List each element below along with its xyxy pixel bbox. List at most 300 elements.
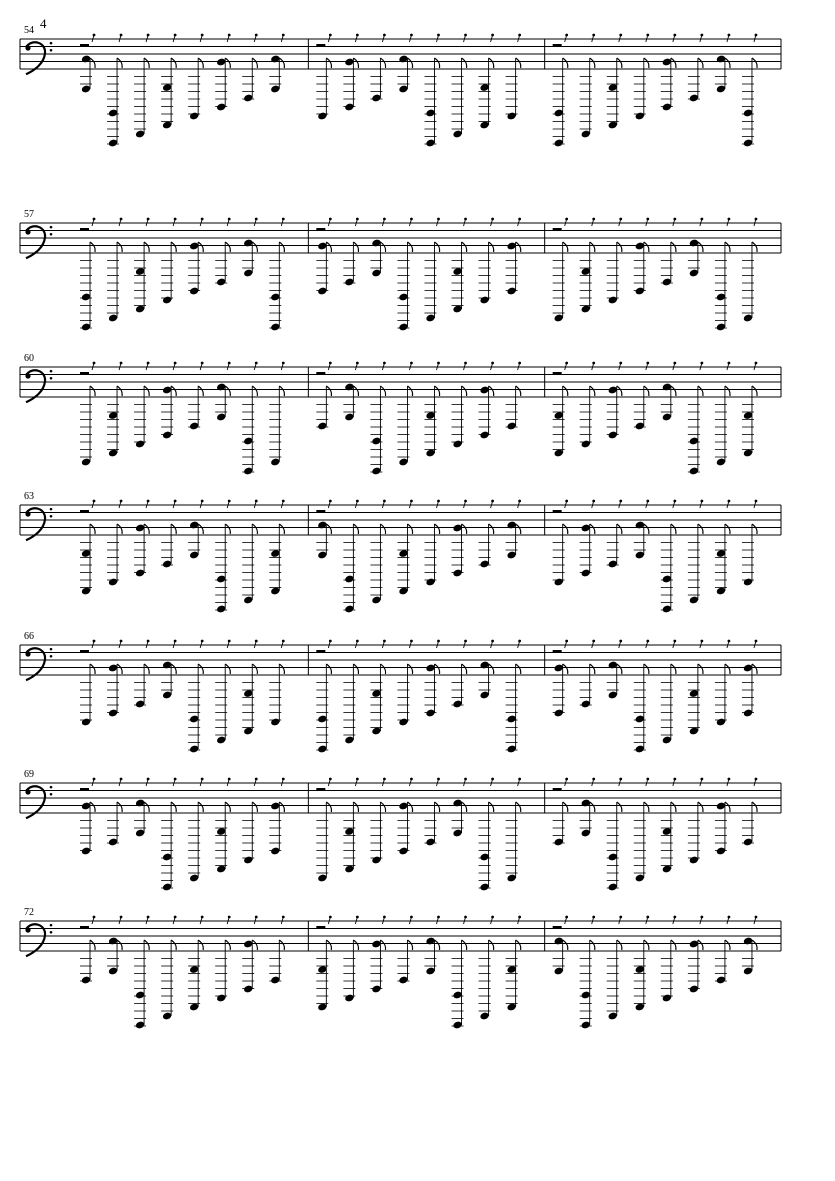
eighth-rest-stem — [700, 917, 702, 924]
eighth-rest-stem — [173, 363, 175, 370]
eighth-rest-stem — [355, 779, 357, 786]
rest-mark — [553, 228, 562, 231]
eighth-rest-stem — [281, 363, 283, 370]
eighth-rest-stem — [673, 917, 675, 924]
measure-number: 60 — [24, 353, 34, 364]
note-flag — [326, 386, 331, 396]
eighth-rest-stem — [518, 501, 520, 508]
eighth-rest-stem — [92, 219, 94, 226]
eighth-rest-stem — [592, 219, 594, 226]
eighth-rest-stem — [227, 501, 229, 508]
eighth-rest-stem — [200, 641, 202, 648]
eighth-rest-stem — [409, 219, 411, 226]
eighth-rest-stem — [200, 219, 202, 226]
eighth-rest-stem — [146, 917, 148, 924]
staff-system — [20, 353, 781, 475]
staff-system — [20, 907, 781, 1029]
eighth-rest-stem — [92, 641, 94, 648]
note-flag — [516, 524, 521, 534]
eighth-rest-stem — [464, 641, 466, 648]
note-flag — [590, 242, 595, 252]
eighth-rest-stem — [592, 35, 594, 42]
eighth-rest-stem — [409, 35, 411, 42]
eighth-rest-stem — [464, 363, 466, 370]
eighth-rest-stem — [254, 779, 256, 786]
note-flag — [489, 386, 494, 396]
eighth-rest-stem — [146, 363, 148, 370]
eighth-rest-stem — [254, 641, 256, 648]
eighth-rest-stem — [619, 219, 621, 226]
eighth-rest-stem — [592, 501, 594, 508]
eighth-rest-stem — [355, 219, 357, 226]
note-flag — [644, 242, 649, 252]
note-flag — [590, 524, 595, 534]
note-flag — [326, 58, 331, 68]
rest-mark — [553, 788, 562, 791]
eighth-rest-stem — [92, 779, 94, 786]
eighth-rest-stem — [355, 363, 357, 370]
note-flag — [516, 58, 521, 68]
note-flag — [90, 58, 95, 68]
note-flag — [252, 386, 257, 396]
note-flag — [644, 524, 649, 534]
eighth-rest-stem — [619, 641, 621, 648]
note-flag — [489, 58, 494, 68]
eighth-rest-stem — [673, 779, 675, 786]
eighth-rest-stem — [254, 35, 256, 42]
note-flag — [435, 940, 440, 950]
eighth-rest-stem — [754, 35, 756, 42]
note-flag — [407, 58, 412, 68]
note-flag — [380, 940, 385, 950]
note-flag — [198, 940, 203, 950]
eighth-rest-stem — [173, 35, 175, 42]
eighth-rest-stem — [754, 501, 756, 508]
eighth-rest-stem — [700, 35, 702, 42]
rest-mark — [553, 372, 562, 375]
note-flag — [671, 802, 676, 812]
note-flag — [617, 242, 622, 252]
rest-mark — [553, 650, 562, 653]
eighth-rest-stem — [754, 917, 756, 924]
eighth-rest-stem — [119, 363, 121, 370]
note-flag — [489, 242, 494, 252]
eighth-rest-stem — [200, 501, 202, 508]
eighth-rest-stem — [518, 917, 520, 924]
eighth-rest-stem — [646, 35, 648, 42]
note-flag — [117, 58, 122, 68]
eighth-rest-stem — [227, 363, 229, 370]
note-flag — [279, 524, 284, 534]
rest-mark — [553, 44, 562, 47]
note-flag — [380, 58, 385, 68]
note-flag — [407, 802, 412, 812]
eighth-rest-stem — [92, 35, 94, 42]
eighth-rest-stem — [518, 219, 520, 226]
eighth-rest-stem — [200, 35, 202, 42]
note-flag — [590, 802, 595, 812]
rest-mark — [553, 926, 562, 929]
note-flag — [90, 940, 95, 950]
eighth-rest-stem — [565, 363, 567, 370]
eighth-rest-stem — [119, 917, 121, 924]
note-flag — [725, 664, 730, 674]
eighth-rest-stem — [92, 917, 94, 924]
note-flag — [90, 386, 95, 396]
note-flag — [644, 58, 649, 68]
rest-mark — [80, 510, 89, 513]
note-flag — [435, 802, 440, 812]
eighth-rest-stem — [281, 641, 283, 648]
note-flag — [590, 940, 595, 950]
staff-system — [20, 25, 781, 147]
eighth-rest-stem — [619, 501, 621, 508]
note-flag — [563, 242, 568, 252]
eighth-rest-stem — [464, 501, 466, 508]
eighth-rest-stem — [518, 363, 520, 370]
staff-system — [20, 209, 781, 331]
eighth-rest-stem — [727, 779, 729, 786]
eighth-rest-stem — [646, 917, 648, 924]
note-flag — [698, 664, 703, 674]
note-flag — [671, 940, 676, 950]
eighth-rest-stem — [437, 641, 439, 648]
note-flag — [563, 664, 568, 674]
note-flag — [144, 242, 149, 252]
eighth-rest-stem — [409, 917, 411, 924]
eighth-rest-stem — [518, 35, 520, 42]
note-flag — [617, 386, 622, 396]
note-flag — [144, 58, 149, 68]
eighth-rest-stem — [281, 35, 283, 42]
eighth-rest-stem — [700, 779, 702, 786]
eighth-rest-stem — [355, 641, 357, 648]
note-flag — [725, 386, 730, 396]
note-flag — [516, 242, 521, 252]
note-flag — [90, 242, 95, 252]
note-flag — [252, 58, 257, 68]
note-flag — [725, 58, 730, 68]
note-flag — [198, 524, 203, 534]
eighth-rest-stem — [700, 501, 702, 508]
note-flag — [171, 940, 176, 950]
eighth-rest-stem — [491, 779, 493, 786]
page-number: 4 — [40, 16, 47, 31]
eighth-rest-stem — [173, 641, 175, 648]
eighth-rest-stem — [146, 501, 148, 508]
eighth-rest-stem — [673, 35, 675, 42]
eighth-rest-stem — [281, 501, 283, 508]
eighth-rest-stem — [491, 219, 493, 226]
note-flag — [171, 802, 176, 812]
eighth-rest-stem — [409, 779, 411, 786]
eighth-rest-stem — [437, 779, 439, 786]
note-flag — [198, 386, 203, 396]
eighth-rest-stem — [727, 917, 729, 924]
note-flag — [171, 242, 176, 252]
note-flag — [752, 242, 757, 252]
note-flag — [252, 940, 257, 950]
note-flag — [435, 58, 440, 68]
eighth-rest-stem — [754, 779, 756, 786]
note-flag — [698, 386, 703, 396]
eighth-rest-stem — [254, 219, 256, 226]
eighth-rest-stem — [673, 641, 675, 648]
note-flag — [435, 664, 440, 674]
rest-mark — [80, 650, 89, 653]
eighth-rest-stem — [382, 219, 384, 226]
note-flag — [144, 664, 149, 674]
note-flag — [380, 524, 385, 534]
eighth-rest-stem — [464, 219, 466, 226]
note-flag — [725, 524, 730, 534]
note-flag — [171, 58, 176, 68]
note-flag — [407, 524, 412, 534]
eighth-rest-stem — [592, 641, 594, 648]
eighth-rest-stem — [200, 917, 202, 924]
eighth-rest-stem — [281, 219, 283, 226]
note-flag — [225, 524, 230, 534]
eighth-rest-stem — [92, 501, 94, 508]
note-flag — [380, 386, 385, 396]
eighth-rest-stem — [565, 501, 567, 508]
note-flag — [617, 940, 622, 950]
eighth-rest-stem — [437, 219, 439, 226]
eighth-rest-stem — [727, 363, 729, 370]
staff-system — [20, 769, 781, 891]
note-flag — [617, 524, 622, 534]
note-flag — [252, 802, 257, 812]
note-flag — [225, 386, 230, 396]
note-flag — [326, 940, 331, 950]
note-flag — [117, 940, 122, 950]
eighth-rest-stem — [328, 779, 330, 786]
note-flag — [671, 524, 676, 534]
note-flag — [590, 664, 595, 674]
measure-number: 63 — [24, 491, 34, 502]
note-flag — [617, 802, 622, 812]
eighth-rest-stem — [754, 641, 756, 648]
eighth-rest-stem — [727, 219, 729, 226]
eighth-rest-stem — [646, 501, 648, 508]
eighth-rest-stem — [673, 501, 675, 508]
note-flag — [407, 664, 412, 674]
eighth-rest-stem — [673, 363, 675, 370]
note-flag — [198, 664, 203, 674]
note-flag — [617, 58, 622, 68]
eighth-rest-stem — [437, 363, 439, 370]
note-flag — [435, 524, 440, 534]
note-flag — [752, 664, 757, 674]
note-flag — [171, 664, 176, 674]
eighth-rest-stem — [173, 779, 175, 786]
note-flag — [462, 524, 467, 534]
note-flag — [752, 524, 757, 534]
eighth-rest-stem — [464, 35, 466, 42]
note-flag — [252, 524, 257, 534]
eighth-rest-stem — [281, 779, 283, 786]
eighth-rest-stem — [328, 35, 330, 42]
note-flag — [326, 664, 331, 674]
eighth-rest-stem — [754, 363, 756, 370]
eighth-rest-stem — [328, 219, 330, 226]
note-flag — [90, 802, 95, 812]
note-flag — [516, 386, 521, 396]
eighth-rest-stem — [328, 363, 330, 370]
measure-number: 69 — [24, 769, 34, 780]
note-flag — [698, 58, 703, 68]
eighth-rest-stem — [727, 35, 729, 42]
rest-mark — [80, 372, 89, 375]
note-flag — [225, 664, 230, 674]
eighth-rest-stem — [227, 917, 229, 924]
note-flag — [563, 524, 568, 534]
note-flag — [725, 802, 730, 812]
eighth-rest-stem — [673, 219, 675, 226]
eighth-rest-stem — [464, 779, 466, 786]
measure-number: 57 — [24, 209, 34, 220]
note-flag — [462, 242, 467, 252]
eighth-rest-stem — [355, 917, 357, 924]
note-flag — [516, 802, 521, 812]
note-flag — [516, 664, 521, 674]
note-flag — [462, 58, 467, 68]
note-flag — [489, 940, 494, 950]
rest-mark — [553, 510, 562, 513]
note-flag — [252, 242, 257, 252]
eighth-rest-stem — [565, 35, 567, 42]
note-flag — [380, 242, 385, 252]
eighth-rest-stem — [437, 501, 439, 508]
rest-mark — [80, 44, 89, 47]
eighth-rest-stem — [119, 219, 121, 226]
rest-mark — [316, 44, 325, 47]
note-flag — [252, 664, 257, 674]
note-flag — [279, 802, 284, 812]
note-flag — [698, 524, 703, 534]
eighth-rest-stem — [592, 363, 594, 370]
note-flag — [225, 802, 230, 812]
note-flag — [752, 386, 757, 396]
note-flag — [225, 58, 230, 68]
eighth-rest-stem — [254, 363, 256, 370]
note-flag — [380, 802, 385, 812]
note-flag — [563, 58, 568, 68]
note-flag — [144, 940, 149, 950]
eighth-rest-stem — [491, 501, 493, 508]
eighth-rest-stem — [518, 641, 520, 648]
note-flag — [326, 524, 331, 534]
note-flag — [353, 664, 358, 674]
note-flag — [617, 664, 622, 674]
rest-mark — [80, 228, 89, 231]
rest-mark — [316, 650, 325, 653]
note-flag — [590, 386, 595, 396]
note-flag — [353, 940, 358, 950]
eighth-rest-stem — [727, 501, 729, 508]
note-flag — [279, 386, 284, 396]
rest-mark — [80, 788, 89, 791]
note-flag — [671, 58, 676, 68]
eighth-rest-stem — [173, 219, 175, 226]
eighth-rest-stem — [437, 917, 439, 924]
note-flag — [563, 386, 568, 396]
note-flag — [644, 386, 649, 396]
note-flag — [326, 242, 331, 252]
note-flag — [725, 242, 730, 252]
eighth-rest-stem — [119, 779, 121, 786]
eighth-rest-stem — [727, 641, 729, 648]
eighth-rest-stem — [328, 501, 330, 508]
note-flag — [752, 58, 757, 68]
note-flag — [671, 664, 676, 674]
eighth-rest-stem — [646, 219, 648, 226]
eighth-rest-stem — [281, 917, 283, 924]
note-flag — [407, 242, 412, 252]
eighth-rest-stem — [619, 35, 621, 42]
eighth-rest-stem — [409, 363, 411, 370]
eighth-rest-stem — [409, 501, 411, 508]
note-flag — [462, 802, 467, 812]
measure-number: 72 — [24, 907, 34, 918]
eighth-rest-stem — [619, 363, 621, 370]
note-flag — [671, 242, 676, 252]
eighth-rest-stem — [491, 35, 493, 42]
rest-mark — [316, 510, 325, 513]
eighth-rest-stem — [227, 35, 229, 42]
eighth-rest-stem — [227, 219, 229, 226]
eighth-rest-stem — [491, 641, 493, 648]
note-flag — [644, 664, 649, 674]
rest-mark — [80, 926, 89, 929]
note-flag — [144, 386, 149, 396]
measure-number: 66 — [24, 631, 34, 642]
eighth-rest-stem — [646, 779, 648, 786]
eighth-rest-stem — [518, 779, 520, 786]
note-flag — [144, 802, 149, 812]
eighth-rest-stem — [700, 641, 702, 648]
note-flag — [353, 58, 358, 68]
staff-system — [20, 491, 781, 613]
eighth-rest-stem — [565, 219, 567, 226]
staff-system — [20, 631, 781, 753]
systems — [20, 25, 781, 1029]
eighth-rest-stem — [173, 501, 175, 508]
eighth-rest-stem — [382, 363, 384, 370]
rest-mark — [316, 788, 325, 791]
note-flag — [117, 802, 122, 812]
rest-mark — [316, 228, 325, 231]
note-flag — [590, 58, 595, 68]
eighth-rest-stem — [200, 779, 202, 786]
eighth-rest-stem — [382, 35, 384, 42]
eighth-rest-stem — [355, 501, 357, 508]
note-flag — [279, 664, 284, 674]
eighth-rest-stem — [355, 35, 357, 42]
rest-mark — [316, 926, 325, 929]
note-flag — [225, 242, 230, 252]
eighth-rest-stem — [254, 501, 256, 508]
eighth-rest-stem — [565, 917, 567, 924]
note-flag — [117, 664, 122, 674]
eighth-rest-stem — [146, 641, 148, 648]
note-flag — [353, 524, 358, 534]
note-flag — [435, 386, 440, 396]
note-flag — [516, 940, 521, 950]
note-flag — [90, 664, 95, 674]
note-flag — [171, 386, 176, 396]
note-flag — [644, 802, 649, 812]
